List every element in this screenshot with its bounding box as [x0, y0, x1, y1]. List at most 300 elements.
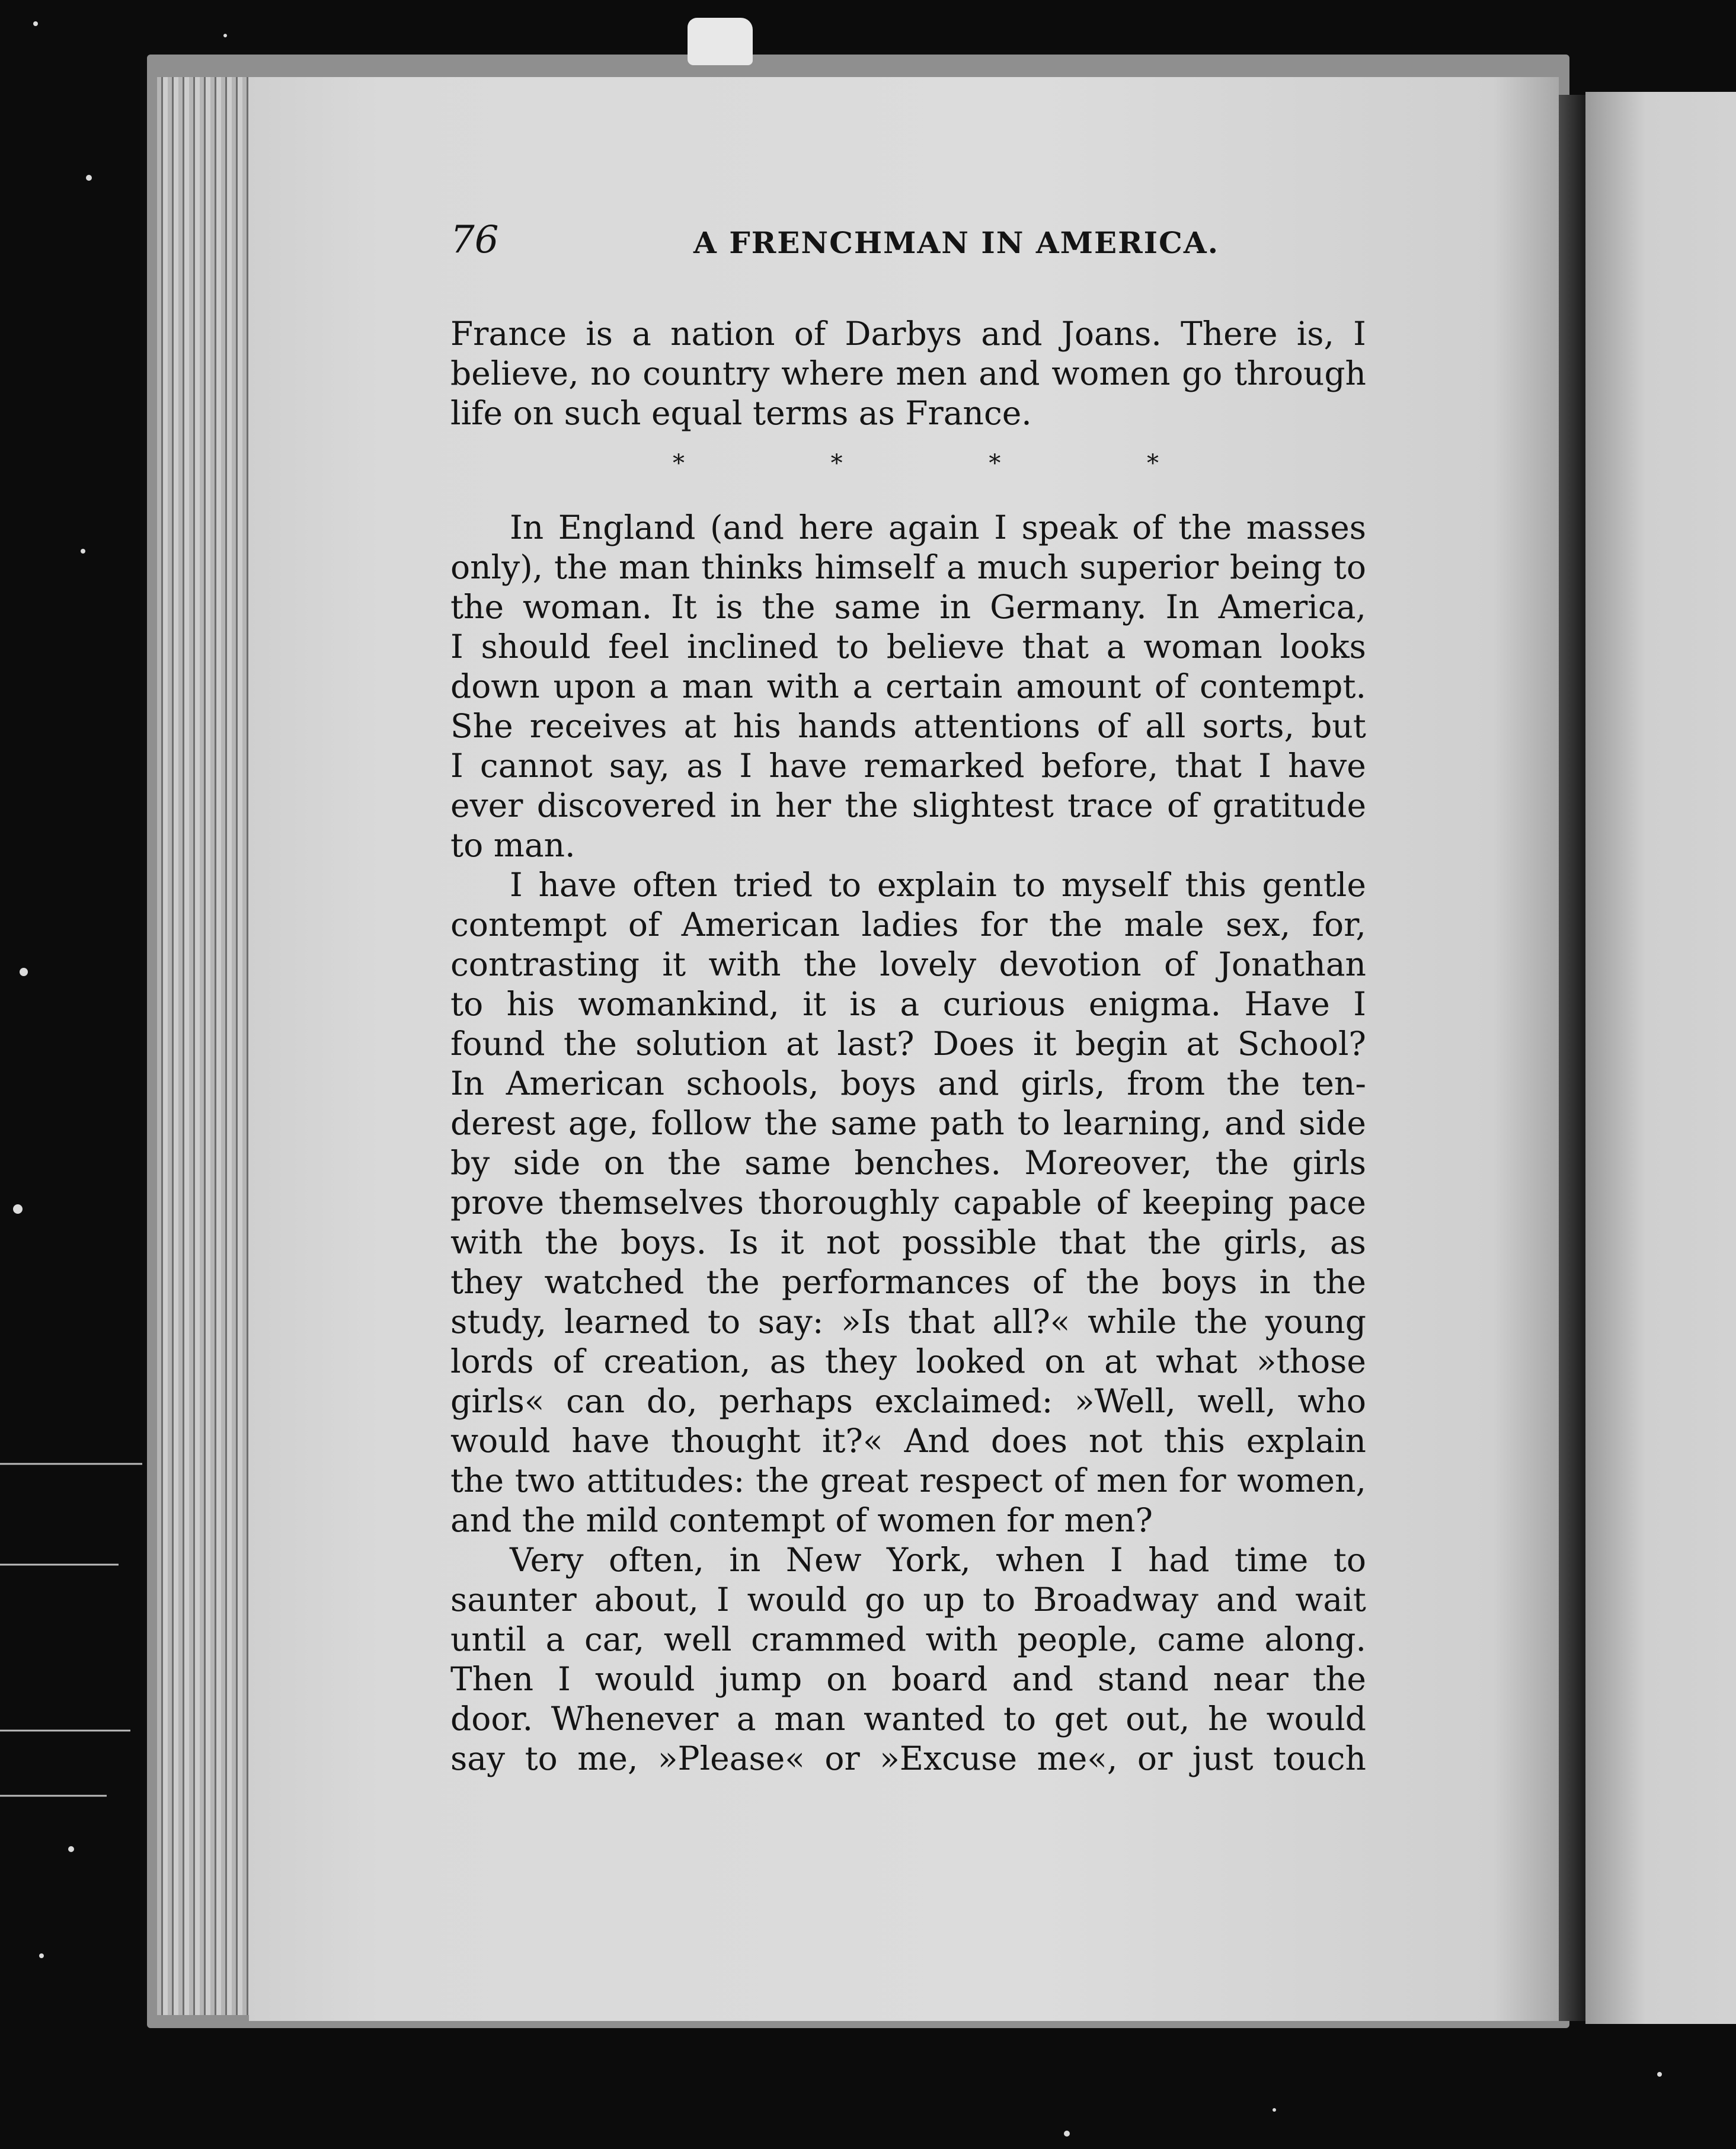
- word: woman: [1143, 628, 1262, 666]
- word: would: [747, 1581, 848, 1619]
- word: the: [450, 1462, 504, 1499]
- text-line: [450, 587, 1366, 627]
- word: ladies: [861, 906, 959, 944]
- word: his: [506, 985, 555, 1023]
- word: wait: [1295, 1581, 1366, 1619]
- text-line: [450, 1183, 1366, 1223]
- text-line: [450, 508, 1366, 548]
- word: sex,: [1226, 906, 1291, 944]
- word: the: [1312, 1263, 1366, 1301]
- text-line: [450, 1024, 1366, 1064]
- text-line: [450, 746, 1366, 786]
- word: girls«: [450, 1382, 545, 1420]
- word: should: [481, 628, 591, 666]
- word: derest: [450, 1104, 555, 1142]
- word: begin: [1075, 1025, 1168, 1063]
- word: crammed: [751, 1620, 907, 1658]
- word: have: [538, 866, 617, 904]
- word: a: [545, 1620, 565, 1658]
- word: Then: [450, 1660, 534, 1698]
- word: out,: [1126, 1700, 1190, 1738]
- word: There: [1181, 315, 1278, 353]
- text-line: and the mild contempt of women for men?: [450, 1501, 1153, 1539]
- word: a: [852, 667, 872, 705]
- word: lovely: [880, 945, 977, 983]
- word: same: [830, 1104, 917, 1142]
- word: well: [663, 1620, 732, 1658]
- word: on: [826, 1660, 867, 1698]
- word: I: [1258, 747, 1271, 785]
- word: thought: [671, 1422, 801, 1460]
- word: thinks: [701, 548, 804, 586]
- page-edges: [157, 77, 258, 2015]
- word: explain: [877, 866, 998, 904]
- word: I: [1353, 985, 1366, 1023]
- word: Jonathan: [1218, 945, 1366, 983]
- word: often: [632, 866, 718, 904]
- word: who: [1297, 1382, 1366, 1420]
- word: is,: [1296, 315, 1335, 353]
- word: capable: [953, 1184, 1082, 1221]
- word: age,: [568, 1104, 638, 1142]
- text-line: [450, 1064, 1366, 1104]
- word: creation,: [603, 1342, 751, 1380]
- word: again: [888, 509, 980, 546]
- word: at: [786, 1025, 819, 1063]
- word: womankind,: [578, 985, 779, 1023]
- word: (and: [710, 509, 784, 546]
- word: while: [1088, 1303, 1177, 1341]
- word: »Is: [841, 1303, 891, 1341]
- word: devotion: [999, 945, 1142, 983]
- word: here: [798, 509, 874, 546]
- running-title: A FRENCHMAN IN AMERICA.: [693, 225, 1220, 260]
- text-line: [450, 1540, 1366, 1580]
- word: same: [744, 1144, 831, 1182]
- word: for: [980, 906, 1028, 944]
- word: girls: [1292, 1144, 1366, 1182]
- word: girls,: [1021, 1064, 1105, 1102]
- word: this: [1185, 866, 1246, 904]
- word: this: [1163, 1422, 1225, 1460]
- word: looks: [1280, 628, 1366, 666]
- word: from: [1127, 1064, 1206, 1102]
- word: well,: [1197, 1382, 1276, 1420]
- word: they: [824, 1342, 897, 1380]
- word: In: [450, 1064, 485, 1102]
- word: the: [803, 945, 857, 983]
- word: the: [1147, 1223, 1201, 1261]
- text-line: [450, 1580, 1366, 1620]
- text-line: [450, 786, 1366, 826]
- word: And: [904, 1422, 970, 1460]
- word: in: [939, 588, 971, 626]
- word: have: [571, 1422, 650, 1460]
- word: sorts,: [1202, 707, 1294, 745]
- word: or: [1137, 1739, 1173, 1777]
- word: that: [1059, 1223, 1126, 1261]
- word: but: [1311, 707, 1366, 745]
- word: certain: [885, 667, 1003, 705]
- word: is: [586, 315, 613, 353]
- word: and: [1216, 1581, 1278, 1619]
- word: have: [769, 747, 848, 785]
- word: girls,: [1223, 1223, 1308, 1261]
- word: found: [450, 1025, 545, 1063]
- word: with: [708, 945, 781, 983]
- word: at: [683, 707, 717, 745]
- text-line: [450, 1461, 1366, 1501]
- word: man: [682, 667, 754, 705]
- word: I: [1110, 1541, 1123, 1579]
- text-line: [450, 314, 1366, 354]
- word: receives: [529, 707, 667, 745]
- word: I: [450, 747, 463, 785]
- word: a: [632, 315, 651, 353]
- word: not: [826, 1223, 880, 1261]
- word: remarked: [864, 747, 1025, 785]
- word: a: [736, 1700, 756, 1738]
- word: that: [1022, 628, 1089, 666]
- text-line: [450, 627, 1366, 667]
- word: at: [1186, 1025, 1219, 1063]
- word: the: [563, 1025, 617, 1063]
- word: all?«: [992, 1303, 1070, 1341]
- word: contempt: [450, 906, 607, 944]
- word: trace: [1067, 786, 1153, 824]
- word: on: [1044, 1342, 1085, 1380]
- word: for,: [1312, 906, 1366, 944]
- word: Have: [1244, 985, 1330, 1023]
- word: touch: [1273, 1739, 1366, 1777]
- word: possible: [901, 1223, 1037, 1261]
- text-line: life on such equal terms as France.: [450, 394, 1032, 432]
- word: In: [1165, 588, 1200, 626]
- word: »Please«: [657, 1739, 805, 1777]
- word: where: [781, 354, 884, 392]
- word: side: [513, 1144, 581, 1182]
- word: boys: [1161, 1263, 1238, 1301]
- word: solution: [635, 1025, 768, 1063]
- word: jump: [719, 1660, 803, 1698]
- word: pace: [1288, 1184, 1366, 1221]
- word: of: [794, 315, 826, 353]
- word: in: [730, 786, 762, 824]
- word: to: [828, 866, 862, 904]
- word: being: [1229, 548, 1322, 586]
- word: when: [996, 1541, 1085, 1579]
- word: the: [764, 1104, 818, 1142]
- word: and: [1224, 1104, 1286, 1142]
- word: the: [845, 786, 899, 824]
- word: gentle: [1262, 866, 1366, 904]
- word: say,: [609, 747, 670, 785]
- word: cannot: [479, 747, 593, 785]
- text-line: to man.: [450, 826, 576, 864]
- paragraph: [450, 314, 1366, 433]
- word: to: [1333, 1541, 1366, 1579]
- text-line: [450, 548, 1366, 587]
- word: thoroughly: [758, 1184, 939, 1221]
- word: before,: [1041, 747, 1159, 785]
- word: it: [803, 985, 826, 1023]
- word: his: [733, 707, 781, 745]
- word: all: [1145, 707, 1186, 745]
- word: same: [834, 588, 921, 626]
- paragraph: [450, 865, 1366, 1540]
- word: the: [1178, 509, 1232, 546]
- word: about,: [594, 1581, 699, 1619]
- word: along.: [1264, 1620, 1366, 1658]
- word: learned: [564, 1303, 690, 1341]
- word: tried: [733, 866, 813, 904]
- word: say: [450, 1739, 506, 1777]
- text-line: [450, 1223, 1366, 1262]
- word: of: [628, 906, 660, 944]
- word: enigma.: [1088, 985, 1222, 1023]
- word: last?: [837, 1025, 915, 1063]
- word: woman.: [523, 588, 653, 626]
- body-text: [450, 314, 1366, 1779]
- word: Does: [932, 1025, 1015, 1063]
- word: of: [1096, 1184, 1128, 1221]
- page-header: [450, 218, 1220, 271]
- text-line: [450, 1104, 1366, 1143]
- word: boys: [840, 1064, 916, 1102]
- word: I: [1353, 315, 1366, 353]
- word: as: [686, 747, 723, 785]
- word: Moreover,: [1024, 1144, 1192, 1182]
- word: School?: [1237, 1025, 1366, 1063]
- word: masses: [1246, 509, 1366, 546]
- word: for: [1178, 1462, 1226, 1499]
- asterisk: *: [1146, 450, 1159, 477]
- word: go: [865, 1581, 906, 1619]
- word: not: [1088, 1422, 1143, 1460]
- word: down: [450, 667, 540, 705]
- word: In: [510, 509, 544, 546]
- word: to: [1012, 866, 1046, 904]
- word: exclaimed:: [874, 1382, 1053, 1420]
- word: and: [1012, 1660, 1073, 1698]
- word: superior: [1079, 548, 1219, 586]
- word: men: [896, 354, 967, 392]
- word: contempt.: [1200, 667, 1366, 705]
- word: go: [1182, 354, 1223, 392]
- word: of: [1132, 509, 1164, 546]
- word: say:: [757, 1303, 824, 1341]
- word: man: [774, 1700, 846, 1738]
- word: learning,: [1063, 1104, 1212, 1142]
- word: no: [590, 354, 631, 392]
- word: in: [729, 1541, 761, 1579]
- word: the: [1226, 1064, 1280, 1102]
- word: or: [824, 1739, 860, 1777]
- word: slightest: [912, 786, 1054, 824]
- text-line: [450, 354, 1366, 394]
- word: to: [836, 628, 869, 666]
- word: as: [1329, 1223, 1366, 1261]
- word: time: [1234, 1541, 1309, 1579]
- word: believe: [886, 628, 1005, 666]
- word: on: [603, 1144, 645, 1182]
- word: women,: [1237, 1462, 1366, 1499]
- word: the: [706, 1263, 760, 1301]
- word: only),: [450, 548, 544, 586]
- word: attentions: [913, 707, 1080, 745]
- word: the: [1194, 1303, 1248, 1341]
- word: to: [1017, 1104, 1050, 1142]
- word: boys.: [621, 1223, 707, 1261]
- text-line: [450, 1143, 1366, 1183]
- word: side: [1299, 1104, 1366, 1142]
- word: that: [908, 1303, 975, 1341]
- word: it: [662, 945, 686, 983]
- text-line: [450, 1659, 1366, 1699]
- word: would: [1266, 1700, 1366, 1738]
- word: the: [667, 1144, 721, 1182]
- word: inclined: [686, 628, 819, 666]
- word: Darbys: [845, 315, 963, 353]
- word: and: [979, 354, 1040, 392]
- text-line: [450, 1421, 1366, 1461]
- word: Germany.: [990, 588, 1147, 626]
- word: lords: [450, 1342, 534, 1380]
- word: a: [946, 548, 966, 586]
- word: Is: [728, 1223, 759, 1261]
- word: explain: [1246, 1422, 1366, 1460]
- word: wanted: [864, 1700, 986, 1738]
- paragraph: [450, 508, 1366, 865]
- word: discovered: [536, 786, 717, 824]
- word: board: [891, 1660, 988, 1698]
- word: the: [1086, 1263, 1140, 1301]
- text-line: [450, 1302, 1366, 1342]
- text-line: [450, 1699, 1366, 1739]
- word: She: [450, 707, 513, 745]
- word: until: [450, 1620, 527, 1658]
- word: through: [1233, 354, 1366, 392]
- word: feel: [608, 628, 670, 666]
- word: in: [1259, 1263, 1291, 1301]
- word: a: [900, 985, 920, 1023]
- word: just: [1192, 1739, 1254, 1777]
- word: to: [525, 1739, 558, 1777]
- word: that: [1175, 747, 1242, 785]
- word: »those: [1256, 1342, 1366, 1380]
- word: looked: [916, 1342, 1026, 1380]
- word: Whenever: [551, 1700, 719, 1738]
- word: of: [1154, 667, 1187, 705]
- word: the: [762, 588, 816, 626]
- word: nation: [670, 315, 775, 353]
- word: perhaps: [719, 1382, 853, 1420]
- word: with: [766, 667, 839, 705]
- text-line: [450, 1620, 1366, 1659]
- word: much: [977, 548, 1069, 586]
- word: America,: [1218, 588, 1366, 626]
- word: keeping: [1142, 1184, 1274, 1221]
- word: often,: [608, 1541, 705, 1579]
- word: men: [1096, 1462, 1168, 1499]
- word: I: [716, 1581, 730, 1619]
- word: hands: [798, 707, 897, 745]
- asterisk: *: [989, 450, 1001, 477]
- word: I: [510, 866, 523, 904]
- word: up: [923, 1581, 965, 1619]
- text-line: [450, 1342, 1366, 1382]
- word: what: [1156, 1342, 1238, 1380]
- paper-clip: [688, 18, 753, 65]
- word: American: [506, 1064, 665, 1102]
- word: at: [1104, 1342, 1137, 1380]
- word: Broadway: [1033, 1581, 1198, 1619]
- word: the: [554, 548, 608, 586]
- text-line: [450, 667, 1366, 706]
- word: women: [1051, 354, 1171, 392]
- text-line: [450, 1262, 1366, 1302]
- word: I: [558, 1660, 571, 1698]
- word: contrasting: [450, 945, 640, 983]
- word: get: [1054, 1700, 1108, 1738]
- word: does: [990, 1422, 1067, 1460]
- word: curious: [942, 985, 1066, 1023]
- word: watched: [544, 1263, 685, 1301]
- word: himself: [814, 548, 936, 586]
- word: York,: [886, 1541, 971, 1579]
- word: speak: [1021, 509, 1118, 546]
- word: to: [450, 985, 484, 1023]
- word: male: [1124, 906, 1204, 944]
- word: near: [1213, 1660, 1289, 1698]
- word: I: [450, 628, 463, 666]
- page-number: 76: [450, 218, 499, 262]
- word: prove: [450, 1184, 545, 1221]
- word: respect: [919, 1462, 1043, 1499]
- paragraph: [450, 1540, 1366, 1779]
- word: France: [450, 315, 567, 353]
- word: a: [1106, 628, 1126, 666]
- word: he: [1207, 1700, 1248, 1738]
- word: stand: [1098, 1660, 1189, 1698]
- word: me«,: [1037, 1739, 1118, 1777]
- word: performances: [781, 1263, 1011, 1301]
- word: benches.: [854, 1144, 1001, 1182]
- word: great: [820, 1462, 909, 1499]
- text-line: [450, 1382, 1366, 1421]
- book-gutter: [1559, 95, 1585, 2021]
- word: car,: [584, 1620, 645, 1658]
- word: man: [618, 548, 690, 586]
- word: her: [775, 786, 832, 824]
- text-line: [450, 1739, 1366, 1779]
- word: is: [849, 985, 877, 1023]
- word: to: [982, 1581, 1016, 1619]
- word: »Well,: [1074, 1382, 1176, 1420]
- word: upon: [553, 667, 636, 705]
- word: door.: [450, 1700, 533, 1738]
- word: of: [1096, 707, 1129, 745]
- word: the: [1312, 1660, 1366, 1698]
- word: of: [1164, 945, 1196, 983]
- text-line: [450, 945, 1366, 984]
- word: as: [769, 1342, 806, 1380]
- word: I: [994, 509, 1007, 546]
- word: I: [739, 747, 753, 785]
- word: believe,: [450, 354, 579, 392]
- word: had: [1148, 1541, 1210, 1579]
- word: saunter: [450, 1581, 577, 1619]
